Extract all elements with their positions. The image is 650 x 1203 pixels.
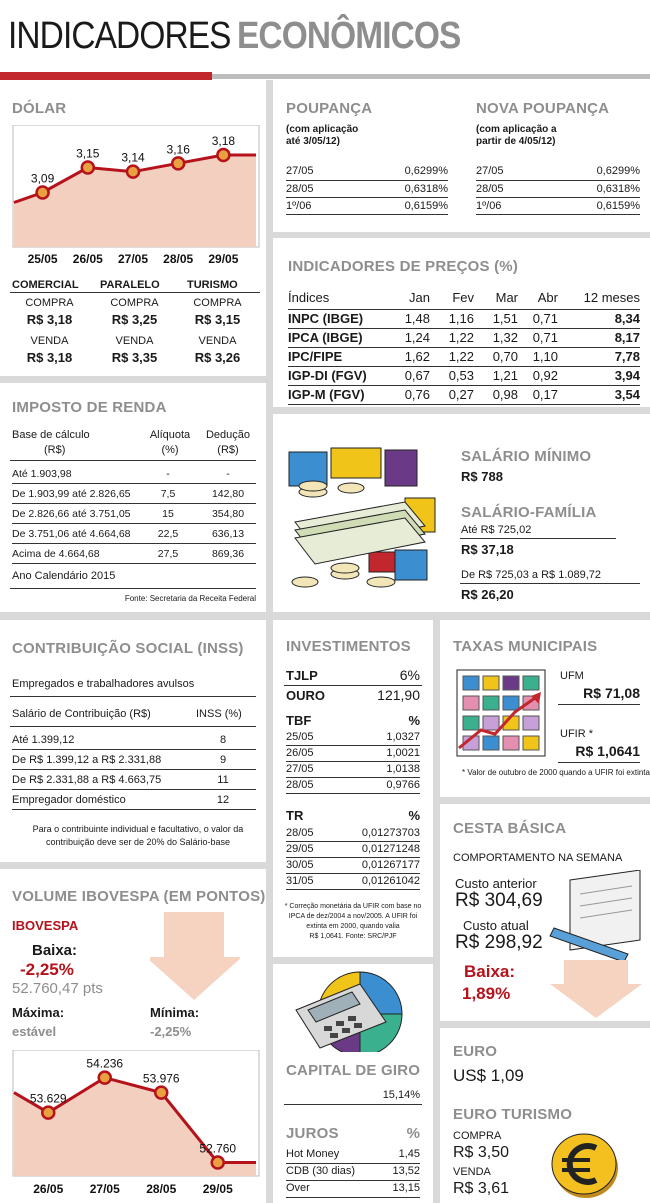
x-tick-label: 25/05 — [27, 252, 58, 266]
ibov-baixa-value: -2,25% — [20, 960, 74, 979]
data-point — [212, 1157, 224, 1169]
date-cell: 27/05 — [476, 165, 504, 178]
base-cell: De 1.903,99 até 2.826,65 — [12, 488, 131, 500]
cesta-anterior-label: Custo anterior — [455, 876, 537, 891]
aliquota-cell: 15 — [162, 508, 174, 520]
dolar-col-name: COMERCIAL — [12, 279, 79, 291]
aliquota-cell: 27,5 — [157, 548, 179, 560]
note-line: IPCA de dez/2004 a nov/2005. A UFIR foi — [288, 913, 418, 920]
deducao-cell: 354,80 — [211, 508, 245, 520]
gutter — [433, 620, 440, 1203]
value-cell: 1,0327 — [386, 731, 420, 743]
table-row — [286, 762, 420, 778]
coin-icon — [367, 577, 395, 587]
dolar-col-name: TURISMO — [187, 279, 238, 291]
table-row — [286, 746, 420, 762]
index-name-cell: IGP-DI (FGV) — [288, 368, 367, 383]
value-cell: 0,27 — [448, 387, 474, 402]
value-cell: 0,17 — [532, 387, 558, 402]
salario-familia-l2: Até R$ 725,02 — [461, 524, 532, 536]
base-cell: Acima de 4.664,68 — [12, 548, 100, 560]
inss-h1: Salário de Contribuição (R$) — [12, 708, 151, 720]
venda-value: R$ 3,26 — [194, 350, 241, 365]
ufm-label: UFM — [560, 670, 584, 682]
value-cell: 1,16 — [448, 311, 474, 326]
compra-value: R$ 3,15 — [194, 312, 241, 327]
gutter — [0, 862, 266, 869]
tr-label: TR — [286, 808, 304, 823]
cesta-baixa-label: Baixa: — [464, 962, 516, 981]
calculator-chart-illustration — [290, 970, 420, 1052]
base-cell: De 3.751,06 até 4.664,68 — [12, 528, 131, 540]
inss-note — [20, 823, 256, 849]
compra-value: R$ 3,25 — [111, 312, 158, 327]
title-bold: ECONÔMICOS — [236, 15, 461, 57]
data-label: 3,14 — [121, 150, 145, 165]
table-row — [476, 197, 640, 214]
col-header: Abr — [537, 290, 558, 306]
table-row — [286, 1164, 420, 1181]
table-row — [12, 464, 256, 484]
table-row — [288, 347, 640, 366]
giro-title: CAPITAL DE GIRO — [286, 1062, 421, 1079]
poupanca-title: POUPANÇA — [286, 100, 373, 117]
value-cell: 1,62 — [404, 349, 430, 364]
ibov-pts: 52.760,47 pts — [12, 980, 103, 997]
table-row — [286, 778, 420, 794]
value-cell: 0,98 — [492, 387, 518, 402]
table-row — [12, 524, 256, 544]
table-row — [288, 366, 640, 385]
salario-familia-title: SALÁRIO-FAMÍLIA — [461, 504, 597, 521]
deducao-cell: 636,13 — [211, 528, 245, 540]
label-cell: 25/05 — [286, 731, 314, 743]
ir-h-aliq1: Alíquota — [149, 429, 191, 441]
col-header: Jan — [409, 290, 430, 306]
cesta-anterior-value: R$ 304,69 — [455, 890, 543, 911]
note-line: R$ 1,0641. Fonte: SRC/PJF — [309, 933, 397, 940]
giro-value: 15,14% — [382, 1089, 420, 1101]
yellow-block — [331, 448, 381, 478]
table-row — [12, 730, 256, 750]
value-cell: 1,22 — [448, 349, 474, 364]
inss-note1: Para o contribuinte individual e facultativo, o valor da — [32, 824, 244, 834]
x-tick-label: 26/05 — [72, 252, 103, 266]
x-tick-label: 28/05 — [146, 1182, 177, 1196]
inss-title: CONTRIBUIÇÃO SOCIAL (INSS) — [12, 640, 244, 657]
poupanca-subtitle — [286, 124, 358, 148]
value-cell: 1,21 — [492, 368, 518, 383]
ir-title: IMPOSTO DE RENDA — [12, 399, 167, 416]
value-cell: 0,01271248 — [361, 843, 420, 855]
table-row — [286, 197, 448, 214]
inss-subtitle: Empregados e trabalhadores avulsos — [12, 678, 195, 690]
date-cell: 27/05 — [286, 165, 314, 178]
value-cell: 1,45 — [398, 1148, 420, 1160]
table-row — [286, 1147, 420, 1164]
label-cell: 29/05 — [286, 843, 314, 855]
data-point — [37, 187, 49, 199]
poupanca-table — [286, 163, 448, 215]
gutter — [273, 407, 650, 414]
gutter — [440, 1021, 650, 1028]
compra-label: COMPRA — [25, 297, 74, 309]
table-row — [286, 858, 420, 874]
data-point — [217, 149, 229, 161]
label-cell: Hot Money — [286, 1148, 340, 1160]
ir-h-ded2: (R$) — [217, 444, 239, 456]
ir-h-base2: (R$) — [44, 444, 66, 456]
salario-cell: Até 1.399,12 — [12, 734, 75, 746]
salario-cell: De R$ 2.331,88 a R$ 4.663,75 — [12, 774, 162, 786]
value-cell: 0,01273703 — [361, 827, 420, 839]
label-cell: 26/05 — [286, 747, 314, 759]
table-row — [286, 1181, 420, 1198]
euro-venda-label: VENDA — [453, 1166, 491, 1178]
data-label: 3,09 — [30, 171, 55, 186]
value-cell: 7,78 — [614, 349, 640, 364]
salario-minimo-title: SALÁRIO MÍNIMO — [461, 448, 592, 465]
value-cell: 3,54 — [614, 387, 640, 402]
nova-poupanca-subtitle — [476, 124, 557, 148]
label-cell: 28/05 — [286, 827, 314, 839]
nova-poupanca-sub2: partir de 4/05/12) — [476, 136, 556, 147]
data-label: 53.629 — [29, 1091, 67, 1106]
ir-h-ded1: Dedução — [205, 429, 251, 441]
value-cell: 0,76 — [404, 387, 430, 402]
table-row — [476, 180, 640, 197]
inss-h2: INSS (%) — [196, 708, 242, 720]
ibov-name: IBOVESPA — [12, 918, 79, 933]
euro-compra-label: COMPRA — [453, 1130, 502, 1142]
index-name-cell: IGP-M (FGV) — [288, 387, 365, 402]
label-cell: 28/05 — [286, 779, 314, 791]
gutter — [273, 232, 650, 238]
inss-table — [12, 730, 256, 810]
down-arrow-icon — [150, 912, 240, 1002]
compra-value: R$ 3,18 — [26, 312, 73, 327]
salario-familia-v3: R$ 26,20 — [461, 587, 514, 602]
x-tick-label: 27/05 — [117, 252, 149, 266]
ibov-max-label: Máxima: — [12, 1005, 65, 1020]
gutter — [0, 612, 650, 620]
data-label: 3,15 — [76, 146, 100, 161]
ibov-title: VOLUME IBOVESPA (EM PONTOS) — [12, 888, 266, 905]
x-tick-label: 29/05 — [208, 252, 239, 266]
header-gray-bar — [212, 74, 650, 79]
value-cell: 0,6318% — [404, 182, 448, 195]
note-line: * Correção monetária da UFIR com base no — [284, 903, 422, 910]
aliquota-cell: 22,5 — [157, 528, 179, 540]
inss-cell: 9 — [219, 754, 227, 766]
inss-cell: 11 — [217, 774, 229, 786]
ir-h-base1: Base de cálculo — [12, 429, 90, 441]
tbf-label: TBF — [286, 713, 312, 728]
value-cell: 1,24 — [404, 330, 430, 345]
table-row — [476, 163, 640, 180]
ibov-baixa-label: Baixa: — [32, 942, 78, 959]
value-cell: 0,53 — [448, 368, 474, 383]
title-light: INDICADORES — [8, 15, 231, 57]
value-cell: 0,6299% — [596, 165, 640, 178]
index-name-cell: IPCA (IBGE) — [288, 330, 363, 345]
compra-label: COMPRA — [193, 297, 242, 309]
value-cell: 8,17 — [614, 330, 640, 345]
salario-cell: De R$ 1.399,12 a R$ 2.331,88 — [12, 754, 162, 766]
taxas-note: * Valor de outubro de 2000 quando a UFIR foi extinta — [462, 768, 650, 777]
table-row — [12, 770, 256, 790]
precos-title: INDICADORES DE PREÇOS (%) — [288, 258, 519, 275]
value-cell: 1,10 — [532, 349, 558, 364]
salario-cell: Empregador doméstico — [12, 794, 126, 806]
date-cell: 1º/06 — [476, 199, 502, 212]
invest-title: INVESTIMENTOS — [286, 638, 411, 655]
label-cell: Over — [286, 1182, 310, 1194]
gutter — [266, 80, 273, 620]
table-row — [286, 180, 448, 197]
gutter — [440, 797, 650, 804]
value-cell: 0,01261042 — [361, 875, 420, 887]
euro-turismo-title: EURO TURISMO — [453, 1106, 573, 1123]
value-cell: 8,34 — [614, 311, 640, 326]
tr-table — [286, 826, 420, 890]
index-name-cell: IPC/FIPE — [288, 349, 343, 364]
x-tick-label: 29/05 — [202, 1182, 233, 1196]
base-cell: De 2.826,66 até 3.751,05 — [12, 508, 131, 520]
table-row — [12, 484, 256, 504]
label-cell: 31/05 — [286, 875, 314, 887]
salario-minimo-value: R$ 788 — [461, 469, 503, 484]
ir-fonte: Fonte: Secretaria da Receita Federal — [124, 594, 256, 603]
inss-note2: contribuição deve ser de 20% do Salário-base — [45, 837, 231, 847]
label-cell: 27/05 — [286, 763, 314, 775]
date-cell: 28/05 — [286, 182, 314, 195]
data-point — [99, 1072, 111, 1084]
table-row — [12, 790, 256, 810]
inss-cell: 12 — [216, 794, 230, 806]
value-cell: 0,70 — [492, 349, 518, 364]
cesta-atual-label: Custo atual — [463, 918, 529, 933]
value-cell: 0,71 — [532, 311, 558, 326]
euro-coin-icon — [550, 1128, 622, 1200]
table-row — [286, 874, 420, 890]
ir-col-aliq — [140, 428, 200, 458]
data-label: 52.760 — [199, 1141, 237, 1156]
value-cell: 3,94 — [614, 368, 640, 383]
value-cell: 0,92 — [532, 368, 558, 383]
table-row — [12, 504, 256, 524]
venda-label: VENDA — [198, 335, 237, 347]
value-cell: 0,67 — [404, 368, 430, 383]
data-point — [42, 1107, 54, 1119]
gutter — [0, 376, 266, 383]
poupanca-sub1: (com aplicação — [286, 124, 359, 135]
ibov-max-value: estável — [12, 1024, 57, 1039]
compra-label: COMPRA — [110, 297, 159, 309]
ir-col-ded — [198, 428, 258, 458]
ibov-min-label: Mínima: — [150, 1005, 200, 1020]
ir-col-base — [12, 428, 90, 458]
data-point — [127, 166, 139, 178]
label-cell: CDB (30 dias) — [286, 1165, 356, 1177]
ouro-value: 121,90 — [377, 687, 420, 703]
taxas-title: TAXAS MUNICIPAIS — [453, 638, 598, 655]
euro-title: EURO — [453, 1043, 498, 1060]
ir-h-aliq2: (%) — [161, 444, 179, 456]
table-row — [286, 163, 448, 180]
coin-icon — [292, 577, 318, 587]
ufir-label: UFIR * — [560, 728, 593, 740]
dolar-title: DÓLAR — [12, 100, 67, 117]
col-header: Índices — [288, 290, 330, 306]
euro-venda-value: R$ 3,61 — [453, 1180, 510, 1197]
nova-poupanca-table — [476, 163, 640, 215]
x-tick-label: 27/05 — [89, 1182, 120, 1196]
red-block — [369, 552, 395, 572]
table-row — [288, 328, 640, 347]
blue-block — [395, 550, 427, 580]
ouro-label: OURO — [286, 688, 325, 703]
cesta-atual-value: R$ 298,92 — [455, 932, 543, 953]
index-name-cell: INPC (IBGE) — [288, 311, 364, 326]
data-point — [172, 157, 184, 169]
value-cell: 0,6318% — [596, 182, 640, 195]
nova-poupanca-title: NOVA POUPANÇA — [476, 100, 610, 117]
data-label: 53.976 — [142, 1071, 180, 1086]
ir-ano: Ano Calendário 2015 — [12, 570, 116, 582]
gutter — [266, 620, 273, 1203]
precos-table — [288, 287, 640, 405]
data-label: 3,16 — [166, 142, 190, 157]
juros-unit: % — [406, 1125, 420, 1142]
table-row — [12, 544, 256, 564]
table-row — [288, 385, 640, 404]
data-label: 3,18 — [211, 134, 236, 148]
coin-icon — [299, 481, 327, 491]
ir-table — [12, 464, 256, 564]
value-cell: 13,52 — [392, 1165, 420, 1177]
value-cell: 1,22 — [448, 330, 474, 345]
coin-icon — [338, 483, 364, 493]
salario-familia-v2: R$ 37,18 — [461, 542, 514, 557]
date-cell: 1º/06 — [286, 199, 312, 212]
base-cell: Até 1.903,98 — [12, 468, 72, 480]
value-cell: 0,71 — [532, 330, 558, 345]
value-cell: 1,51 — [492, 311, 518, 326]
inss-cell: 8 — [219, 734, 227, 746]
col-header: 12 meses — [583, 290, 640, 306]
growth-chart-illustration — [455, 668, 547, 758]
value-cell: 13,15 — [392, 1182, 420, 1194]
value-cell: 1,0138 — [386, 763, 420, 775]
value-cell: 0,01267177 — [361, 859, 420, 871]
page-title — [8, 14, 491, 58]
poupanca-sub2: até 3/05/12) — [286, 136, 340, 147]
euro-value: US$ 1,09 — [453, 1066, 524, 1085]
x-tick-label: 26/05 — [33, 1182, 64, 1196]
ufm-value: R$ 71,08 — [583, 685, 640, 701]
coin-icon — [331, 563, 359, 573]
ibov-min-value: -2,25% — [150, 1024, 192, 1039]
table-row — [12, 750, 256, 770]
table-row — [288, 309, 640, 328]
value-cell: 0,6159% — [596, 199, 640, 212]
juros-table — [286, 1147, 420, 1198]
deducao-cell: 142,80 — [211, 488, 245, 500]
ibov-chart — [10, 1050, 260, 1200]
deducao-cell: 869,36 — [211, 548, 245, 560]
cesta-baixa-value: 1,89% — [462, 984, 511, 1003]
invest-note — [278, 902, 428, 942]
tjlp-label: TJLP — [286, 668, 318, 683]
dolar-chart — [10, 125, 260, 267]
value-cell: 0,6159% — [404, 199, 448, 212]
venda-label: VENDA — [115, 335, 154, 347]
data-label: 54.236 — [86, 1056, 124, 1071]
deducao-cell: - — [226, 468, 230, 480]
salario-familia-l3: De R$ 725,03 a R$ 1.089,72 — [461, 569, 602, 581]
dolar-col-name: PARALELO — [100, 279, 160, 291]
calculator-pen-illustration — [540, 870, 644, 966]
data-point — [82, 162, 94, 174]
note-line: extinta em 2000, quando valia — [306, 923, 400, 930]
juros-title: JUROS — [286, 1125, 339, 1142]
cesta-subtitle: COMPORTAMENTO NA SEMANA — [453, 852, 623, 864]
purple-block — [385, 450, 417, 486]
header-red-bar — [0, 72, 212, 80]
cesta-title: CESTA BÁSICA — [453, 820, 567, 837]
x-tick-label: 28/05 — [163, 252, 194, 266]
gutter — [273, 957, 433, 964]
table-row — [286, 730, 420, 746]
venda-label: VENDA — [30, 335, 69, 347]
value-cell: 0,9766 — [386, 779, 420, 791]
date-cell: 28/05 — [476, 182, 504, 195]
tr-unit: % — [408, 808, 420, 823]
venda-value: R$ 3,35 — [111, 350, 158, 365]
money-illustration — [285, 442, 445, 600]
tbf-unit: % — [408, 713, 420, 728]
col-header: Mar — [495, 290, 518, 306]
value-cell: 1,0021 — [386, 747, 420, 759]
col-header: Fev — [452, 290, 474, 306]
table-row — [286, 842, 420, 858]
value-cell: 0,6299% — [404, 165, 448, 178]
label-cell: 30/05 — [286, 859, 314, 871]
table-row — [286, 826, 420, 842]
value-cell: 1,32 — [492, 330, 518, 345]
data-point — [155, 1087, 167, 1099]
table-header-row — [288, 287, 640, 309]
euro-compra-value: R$ 3,50 — [453, 1144, 510, 1161]
value-cell: 1,48 — [404, 311, 430, 326]
aliquota-cell: 7,5 — [160, 488, 176, 500]
ufir-value: R$ 1,0641 — [575, 743, 640, 759]
nova-poupanca-sub1: (com aplicação a — [476, 124, 557, 135]
tbf-table — [286, 730, 420, 794]
tjlp-value: 6% — [399, 667, 420, 683]
venda-value: R$ 3,18 — [26, 350, 73, 365]
aliquota-cell: - — [166, 468, 170, 480]
down-arrow-icon — [548, 960, 644, 1020]
